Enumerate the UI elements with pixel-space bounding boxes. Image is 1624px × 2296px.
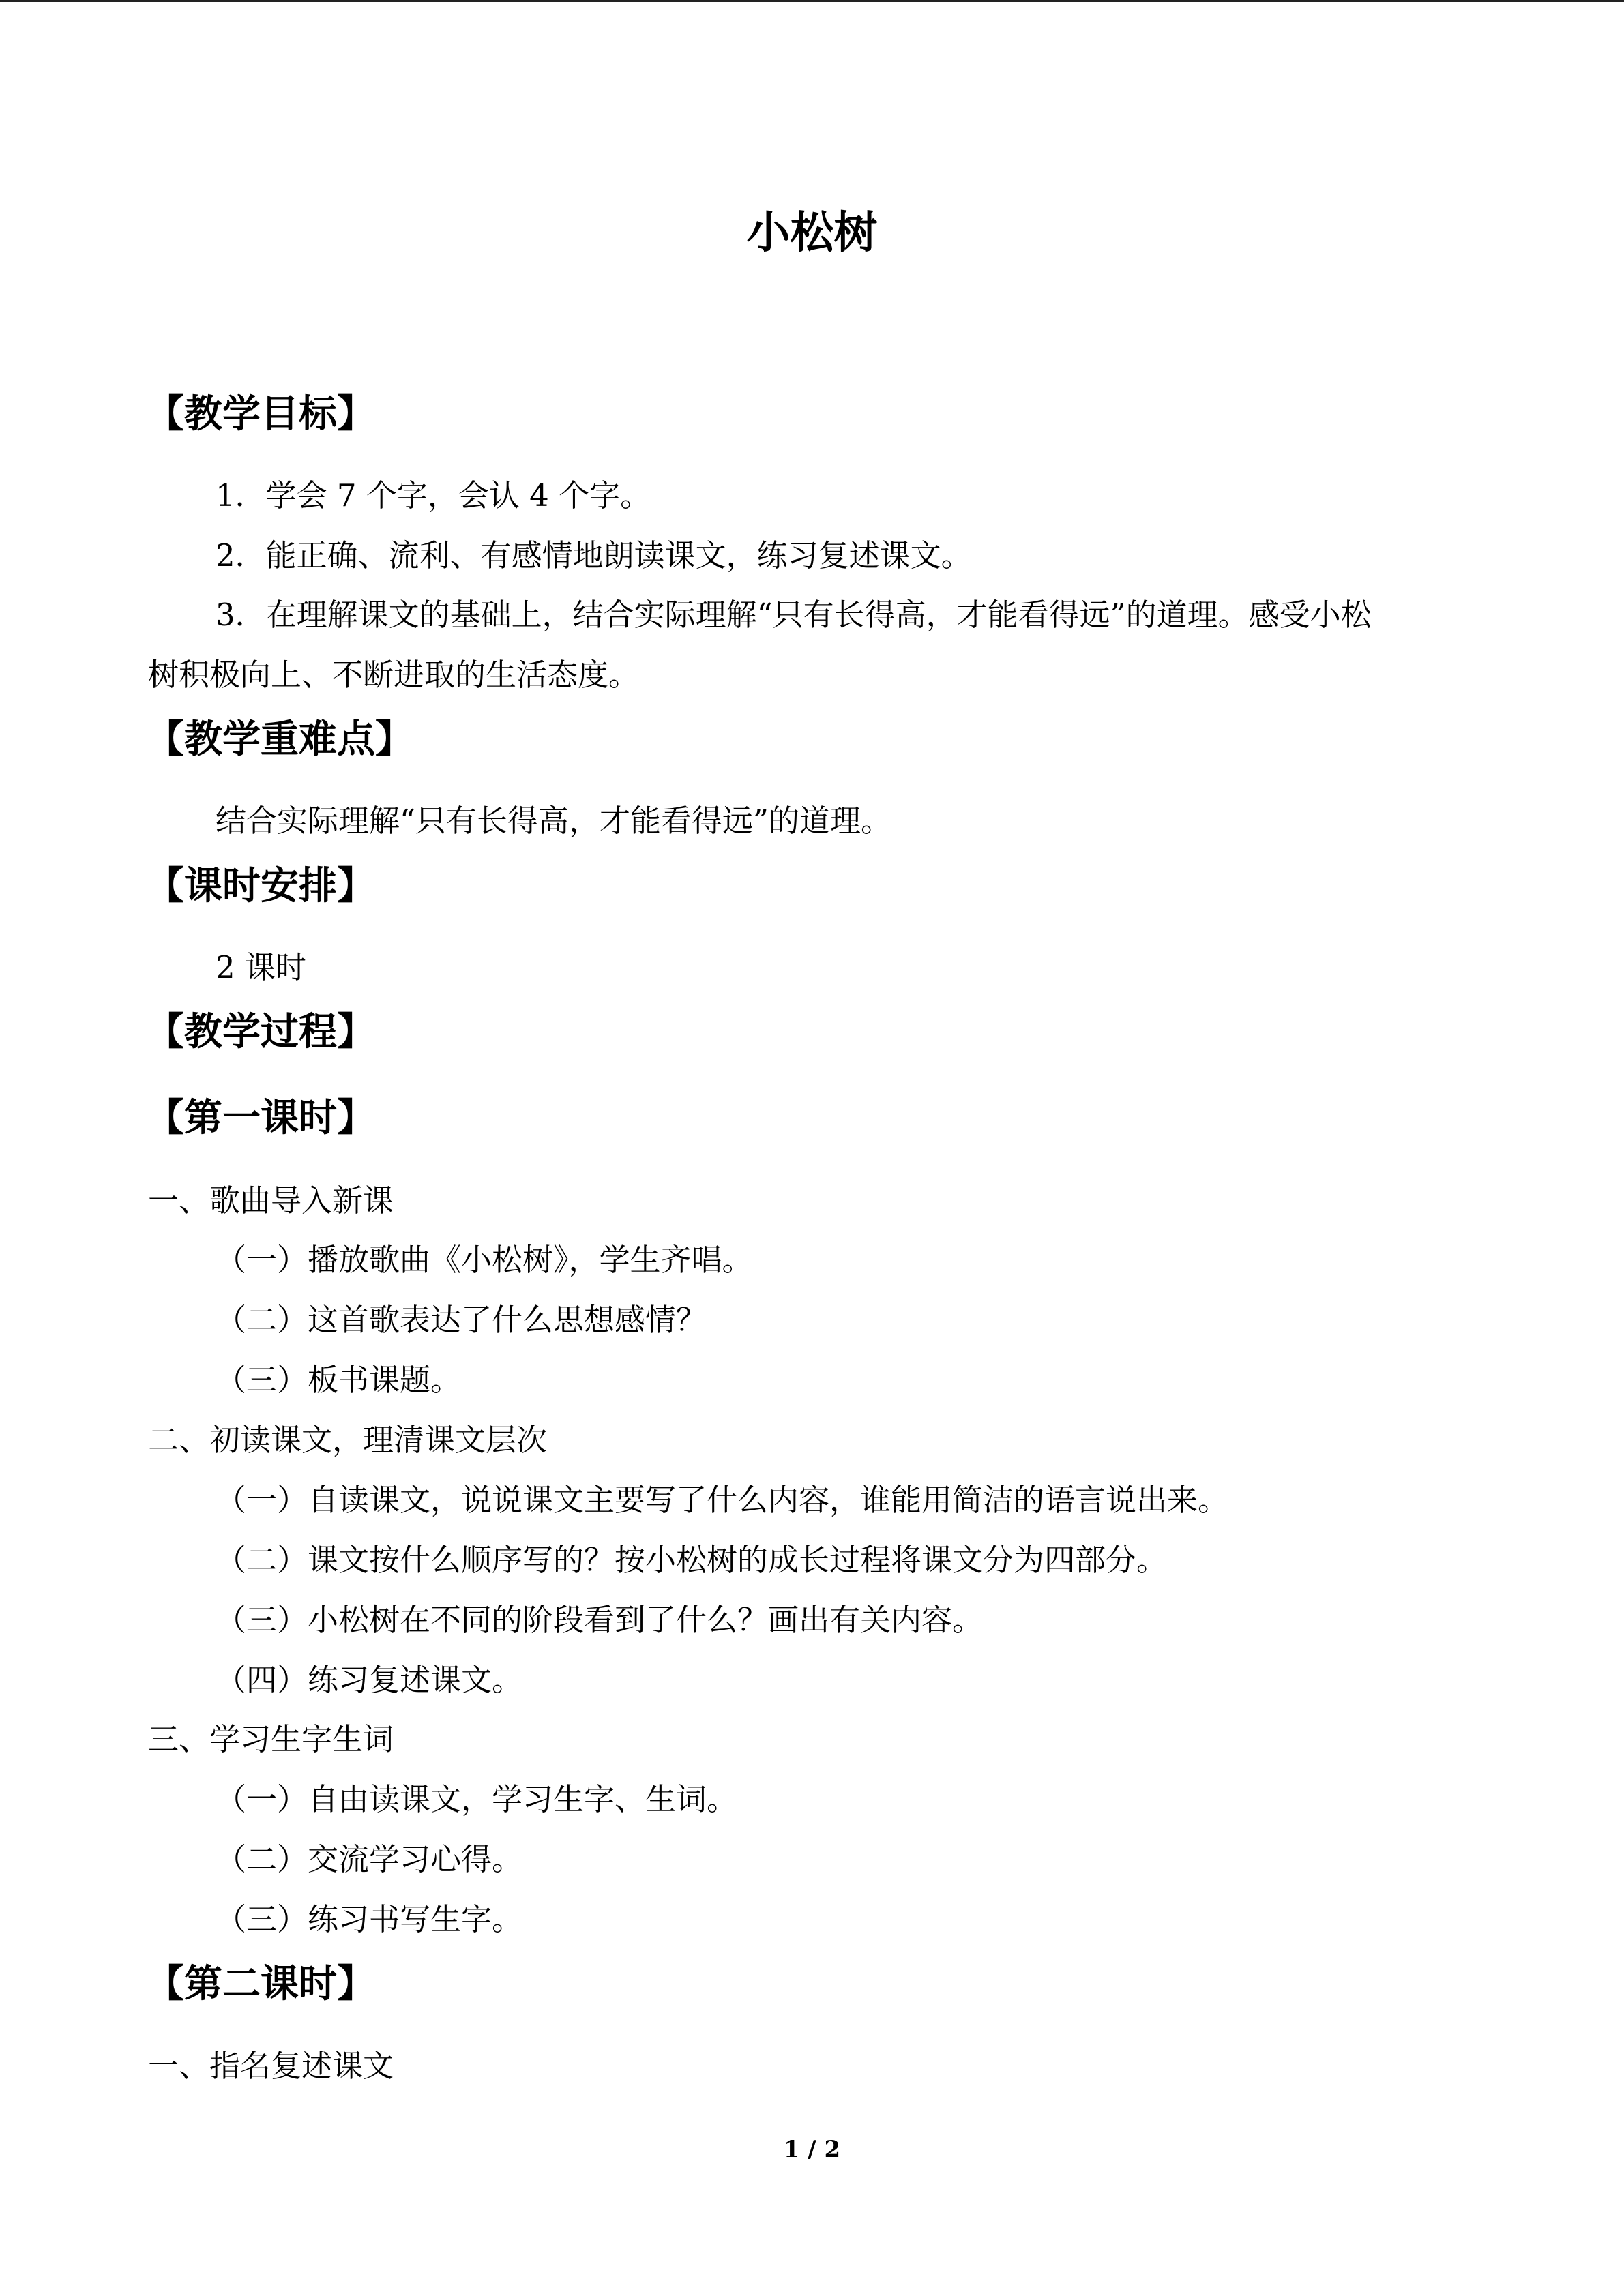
key-points-text: 结合实际理解“只有长得高，才能看得远”的道理。	[216, 803, 892, 839]
lesson1-step-1: 一、歌曲导入新课	[148, 1182, 394, 1219]
schedule-text: 2 课时	[216, 949, 306, 985]
lesson1-step-2: 二、初读课文，理清课文层次	[148, 1422, 548, 1458]
page-number: 1 / 2	[783, 2136, 841, 2163]
lesson1-step-2-item-4: （四）练习复述课文。	[216, 1662, 523, 1698]
lesson2-step-1: 一、指名复述课文	[148, 2048, 394, 2084]
lesson1-step-3: 三、学习生字生词	[148, 1721, 394, 1757]
heading-objectives: 【教学目标】	[146, 392, 375, 436]
lesson1-step-1-item-1: （一）播放歌曲《小松树》，学生齐唱。	[216, 1242, 753, 1278]
heading-schedule: 【课时安排】	[146, 864, 375, 908]
objective-3-continued: 树积极向上、不断进取的生活态度。	[148, 657, 640, 693]
heading-lesson-2: 【第二课时】	[146, 1962, 375, 2006]
top-border-line	[0, 0, 1624, 2]
lesson1-step-3-item-2: （二）交流学习心得。	[216, 1841, 523, 1877]
heading-process: 【教学过程】	[146, 1010, 375, 1054]
lesson1-step-2-item-1: （一）自读课文，说说课文主要写了什么内容，谁能用简洁的语言说出来。	[216, 1482, 1229, 1518]
objective-1: 1．学会 7 个字，会认 4 个字。	[216, 477, 651, 513]
lesson1-step-3-item-3: （三）练习书写生字。	[216, 1901, 523, 1937]
lesson1-step-1-item-3: （三）板书课题。	[216, 1362, 462, 1398]
lesson1-step-2-item-2: （二）课文按什么顺序写的？按小松树的成长过程将课文分为四部分。	[216, 1542, 1168, 1578]
lesson1-step-1-item-2: （二）这首歌表达了什么思想感情？	[216, 1302, 707, 1338]
lesson1-step-3-item-1: （一）自由读课文，学习生字、生词。	[216, 1781, 738, 1817]
heading-key-points: 【教学重难点】	[146, 717, 413, 762]
heading-lesson-1: 【第一课时】	[146, 1096, 375, 1140]
objective-2: 2．能正确、流利、有感情地朗读课文，练习复述课文。	[216, 537, 972, 573]
objective-3: 3．在理解课文的基础上，结合实际理解“只有长得高，才能看得远”的道理。感受小松	[216, 597, 1372, 633]
lesson1-step-2-item-3: （三）小松树在不同的阶段看到了什么？画出有关内容。	[216, 1602, 984, 1638]
page-title: 小松树	[746, 207, 878, 258]
